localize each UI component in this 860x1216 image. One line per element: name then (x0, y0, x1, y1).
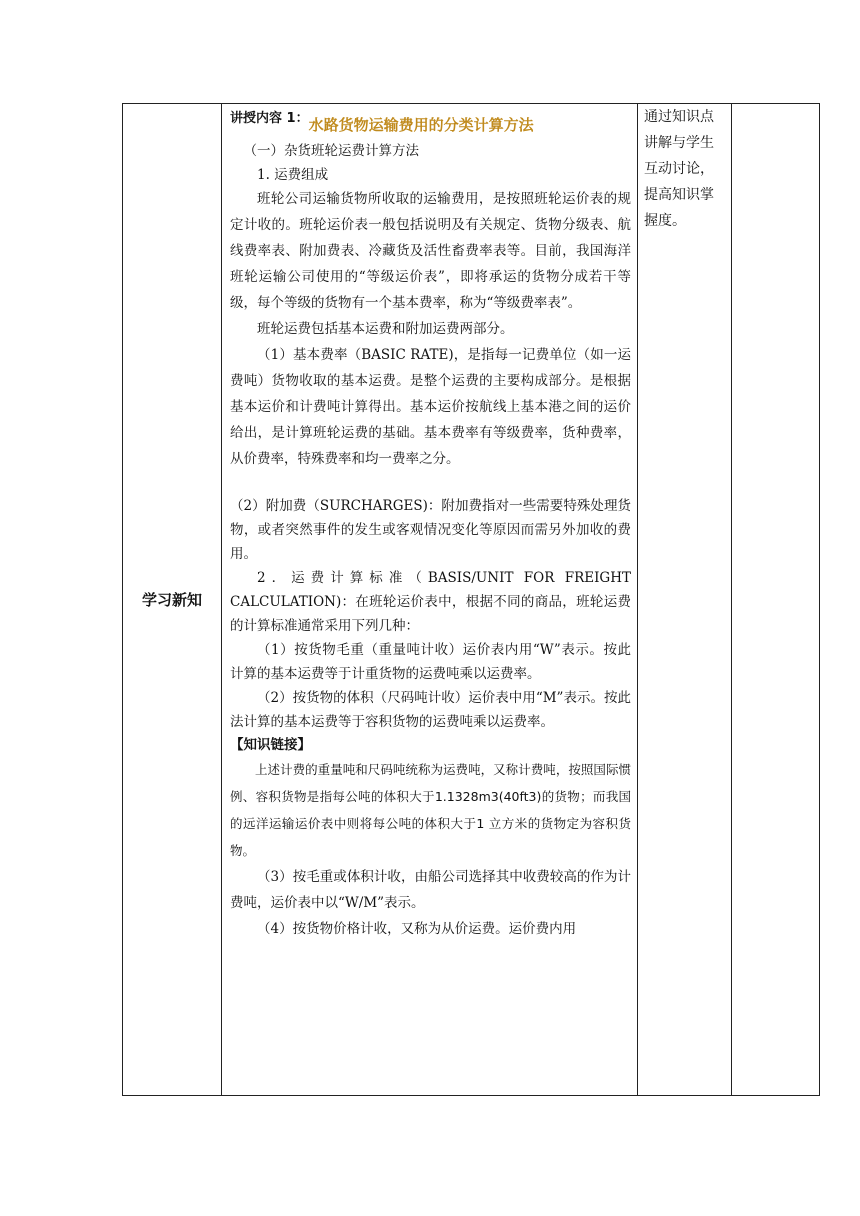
knowledge-link-label: 【知识链接】 (230, 737, 311, 753)
paragraph: （1）基本费率（BASIC RATE)，是指每一记费单位（如一运费吨）货物收取的基本运费。是整个运费的主要构成部分。是根据基本运价和计费吨计算得出。基本运价按航线上基本港之间的运价给出，是计算班轮运费的基础。基本费率有等级费率，货种费率，从价费率，特殊费率和均一费率之分。 (230, 347, 631, 467)
lesson-row (123, 104, 820, 1096)
content-header (230, 108, 631, 134)
lesson-table (122, 103, 820, 1096)
paragraph: 班轮公司运输货物所收取的运输费用，是按照班轮运价表的规定计收的。班轮运价表一般包括说明及有关规定、货物分级表、航线费率表、附加费表、冷藏货及活性畜费率表等。目前，我国海洋班轮运输公司使用的“等级运价表”，即将承运的货物分成若干等级，每个等级的货物有一个基本费率，称为“等级费率表”。 (230, 191, 631, 311)
knowledge-link-text: 上述计费的重量吨和尺码吨统称为运费吨，又称计费吨，按照国际惯例、容积货物是指每公吨的体积大于1.1328m3(40ft3)的货物；而我国的远洋运输运价表中则将每公吨的体积大于1 立方米的货物定为容积货物。 (230, 762, 631, 858)
paragraph: （4）按货物价格计收，又称为从价运费。运价费内用 (257, 921, 577, 937)
paragraph: （2）附加费（SURCHARGES)：附加费指对一些需要特殊处理货物，或者突然事件的发生或客观情况变化等原因而需另外加收的费用。 (230, 498, 631, 562)
header-title: 水路货物运输费用的分类计算方法 (308, 116, 534, 134)
spacer (230, 472, 631, 494)
paragraph: 2．运费计算标准（BASIS/UNIT FOR FREIGHT CALCULATION)：在班轮运价表中，根据不同的商品，班轮运费的计算标准通常采用下列几种： (230, 570, 631, 634)
subsection-heading: 1. 运费组成 (257, 167, 329, 183)
paragraph: 班轮运费包括基本运费和附加运费两部分。 (257, 321, 514, 337)
row-label: 学习新知 (123, 104, 222, 1096)
empty-cell (732, 104, 820, 1096)
note-cell: 通过知识点讲解与学生互动讨论，提高知识掌握度。 (638, 104, 732, 1096)
paragraph: （3）按毛重或体积计收，由船公司选择其中收费较高的作为计费吨，运价表中以“W/M”表示。 (230, 869, 631, 911)
section-heading: （一）杂货班轮运费计算方法 (243, 143, 419, 159)
content-cell (222, 104, 638, 1096)
paragraph: （2）按货物的体积（尺码吨计收）运价表中用“M”表示。按此法计算的基本运费等于容积货物的运费吨乘以运费率。 (230, 690, 631, 730)
paragraph: （1）按货物毛重（重量吨计收）运价表内用“W”表示。按此计算的基本运费等于计重货物的运费吨乘以运费率。 (230, 642, 631, 682)
header-label: 讲授内容 1： (230, 111, 309, 126)
